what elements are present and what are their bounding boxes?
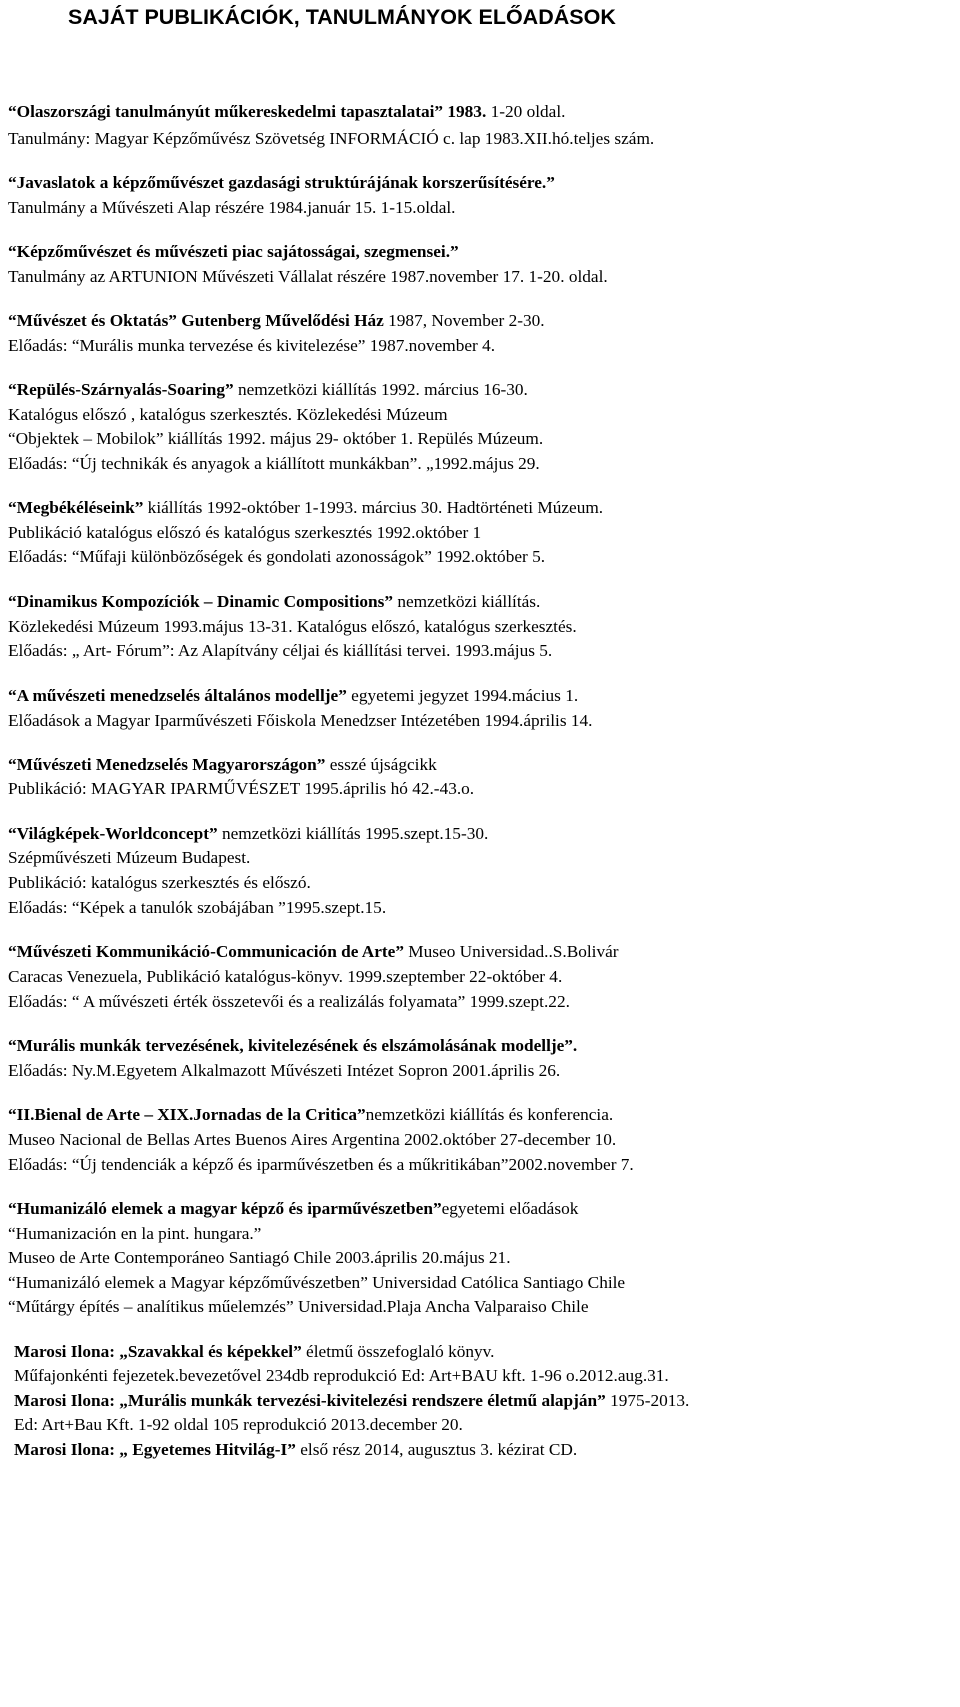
- bold-run: “Művészet és Oktatás” Gutenberg Művelődési Ház: [8, 311, 384, 330]
- text-line: [8, 240, 459, 264]
- text-run: egyetemi jegyzet 1994.mácius 1.: [346, 686, 579, 705]
- bold-run: Marosi Ilona: „Szavakkal és képekkel”: [14, 1342, 302, 1361]
- text-line: [8, 1128, 616, 1152]
- text-run: Közlekedési Múzeum 1993.május 13-31. Katalógus előszó, katalógus szerkesztés.: [8, 617, 577, 636]
- text-line: [14, 1364, 669, 1388]
- text-line: [8, 452, 540, 476]
- bold-run: “II.Bienal de Arte – XIX.Jornadas de la Critica”: [8, 1105, 366, 1124]
- text-line: [8, 940, 619, 964]
- text-line: [8, 171, 555, 195]
- text-line: [8, 1246, 511, 1270]
- text-run: “Humanizáló elemek a Magyar képzőművészetben” Universidad Católica Santiago Chile: [8, 1273, 626, 1292]
- text-run: Előadás: “Műfaji különbözőségek és gondolati azonosságok” 1992.október 5.: [8, 547, 546, 566]
- text-run: Caracas Venezuela, Publikáció katalógus-könyv. 1999.szeptember 22-október 4.: [8, 967, 563, 986]
- text-run: Műfajonkénti fejezetek.bevezetővel 234db reprodukció Ed: Art+BAU kft. 1-96 o.2012.aug.31.: [14, 1366, 669, 1385]
- bold-run: “Művészeti Menedzselés Magyarországon”: [8, 755, 326, 774]
- text-line: [8, 896, 386, 920]
- text-line: [8, 965, 562, 989]
- text-line: [8, 196, 455, 220]
- page-title: SAJÁT PUBLIKÁCIÓK, TANULMÁNYOK ELŐADÁSOK: [68, 5, 616, 29]
- text-run: Tanulmány: Magyar Képzőművész Szövetség INFORMÁCIÓ c. lap 1983.XII.hó.teljes szám.: [8, 129, 655, 148]
- bold-run: “Művészeti Kommunikáció-Communicación de Arte”: [8, 942, 404, 961]
- bold-run: “Repülés-Szárnyalás-Soaring”: [8, 380, 234, 399]
- bold-run: “Dinamikus Kompozíciók – Dinamic Compositions”: [8, 592, 394, 611]
- text-run: Publikáció katalógus előszó és katalógus szerkesztés 1992.október 1: [8, 523, 482, 542]
- text-line: [8, 127, 654, 151]
- text-line: [8, 545, 545, 569]
- text-run: Szépművészeti Múzeum Budapest.: [8, 848, 251, 867]
- text-line: [8, 846, 250, 870]
- text-run: Előadás: “Új technikák és anyagok a kiállított munkákban”. „1992.május 29.: [8, 454, 540, 473]
- text-run: Előadás: “Új tendenciák a képző és iparművészetben és a műkritikában”2002.november 7.: [8, 1155, 634, 1174]
- text-line: [8, 990, 570, 1014]
- text-line: [14, 1340, 495, 1364]
- text-line: [8, 777, 474, 801]
- bold-run: Marosi Ilona: „Murális munkák tervezési-kivitelezési rendszere életmű alapján”: [14, 1391, 606, 1410]
- text-line: [8, 1295, 589, 1319]
- text-run: Előadások a Magyar Iparművészeti Főiskola Menedzser Intézetében 1994.április 14.: [8, 711, 593, 730]
- text-line: [8, 615, 577, 639]
- text-line: [8, 1222, 261, 1246]
- text-run: Museo Nacional de Bellas Artes Buenos Aires Argentina 2002.október 27-december 10.: [8, 1130, 617, 1149]
- bold-run: “Murális munkák tervezésének, kivitelezésének és elszámolásának modellje”.: [8, 1036, 578, 1055]
- text-line: [8, 871, 311, 895]
- bold-run: “A művészeti menedzselés általános modellje”: [8, 686, 347, 705]
- text-run: első rész 2014, augusztus 3. kézirat CD.: [295, 1440, 578, 1459]
- text-run: Előadás: Ny.M.Egyetem Alkalmazott Művészeti Intézet Sopron 2001.április 26.: [8, 1061, 561, 1080]
- text-run: Tanulmány a Művészeti Alap részére 1984.január 15. 1-15.oldal.: [8, 198, 456, 217]
- text-line: [8, 1197, 578, 1221]
- text-run: Publikáció: MAGYAR IPARMŰVÉSZET 1995.április hó 42.-43.o.: [8, 779, 475, 798]
- text-line: [8, 753, 437, 777]
- text-line: [8, 334, 495, 358]
- text-line: [8, 709, 593, 733]
- text-line: [8, 1059, 560, 1083]
- text-run: Museo Universidad..S.Bolivár: [403, 942, 619, 961]
- text-line: [8, 590, 540, 614]
- text-run: Előadás: “Murális munka tervezése és kivitelezése” 1987.november 4.: [8, 336, 496, 355]
- text-run: Publikáció: katalógus szerkesztés és előszó.: [8, 873, 311, 892]
- text-line: [14, 1389, 689, 1413]
- text-line: [8, 496, 603, 520]
- text-run: Ed: Art+Bau Kft. 1-92 oldal 105 reprodukció 2013.december 20.: [14, 1415, 463, 1434]
- text-run: kiállítás 1992-október 1-1993. március 30. Hadtörténeti Múzeum.: [143, 498, 604, 517]
- bold-run: “Olaszországi tanulmányút műkereskedelmi tapasztalatai” 1983.: [8, 102, 487, 121]
- text-line: [8, 1271, 625, 1295]
- text-run: nemzetközi kiállítás 1992. március 16-30.: [233, 380, 528, 399]
- text-run: Előadás: „ Art- Fórum”: Az Alapítvány céljai és kiállítási tervei. 1993.május 5.: [8, 641, 553, 660]
- bold-run: “Humanizáló elemek a magyar képző és iparművészetben”: [8, 1199, 442, 1218]
- text-line: [8, 265, 608, 289]
- text-run: Museo de Arte Contemporáneo Santiagó Chile 2003.április 20.május 21.: [8, 1248, 511, 1267]
- text-line: [8, 100, 565, 124]
- text-run: Előadás: “ A művészeti érték összetevői és a realizálás folyamata” 1999.szept.22.: [8, 992, 570, 1011]
- bold-run: “Megbékéléseink”: [8, 498, 144, 517]
- text-run: esszé újságcikk: [325, 755, 437, 774]
- text-line: [8, 378, 528, 402]
- text-run: 1-20 oldal.: [486, 102, 566, 121]
- text-run: “Humanización en la pint. hungara.”: [8, 1224, 262, 1243]
- text-line: [8, 639, 552, 663]
- text-run: egyetemi előadások: [441, 1199, 579, 1218]
- text-run: nemzetközi kiállítás 1995.szept.15-30.: [217, 824, 489, 843]
- text-line: [8, 403, 448, 427]
- text-line: [8, 822, 488, 846]
- text-line: [8, 1034, 577, 1058]
- bold-run: “Világképek-Worldconcept”: [8, 824, 218, 843]
- text-run: “Műtárgy építés – analítikus műelemzés” Universidad.Plaja Ancha Valparaiso Chile: [8, 1297, 589, 1316]
- text-line: [8, 1153, 634, 1177]
- text-run: 1987, November 2-30.: [383, 311, 545, 330]
- bold-run: Marosi Ilona: „ Egyetemes Hitvilág-I”: [14, 1440, 296, 1459]
- text-run: “Objektek – Mobilok” kiállítás 1992. május 29- október 1. Repülés Múzeum.: [8, 429, 544, 448]
- bold-run: “Javaslatok a képzőművészet gazdasági struktúrájának korszerűsítésére.”: [8, 173, 555, 192]
- text-line: [8, 309, 545, 333]
- text-line: [14, 1438, 577, 1462]
- text-run: 1975-2013.: [605, 1391, 690, 1410]
- text-run: nemzetközi kiállítás és konferencia.: [365, 1105, 614, 1124]
- text-run: nemzetközi kiállítás.: [393, 592, 541, 611]
- text-line: [8, 427, 543, 451]
- text-line: [14, 1413, 463, 1437]
- text-line: [8, 521, 481, 545]
- text-run: Tanulmány az ARTUNION Művészeti Vállalat részére 1987.november 17. 1-20. oldal.: [8, 267, 608, 286]
- text-run: Előadás: “Képek a tanulók szobájában ”1995.szept.15.: [8, 898, 387, 917]
- bold-run: “Képzőművészet és művészeti piac sajátosságai, szegmensei.”: [8, 242, 459, 261]
- text-run: életmű összefoglaló könyv.: [301, 1342, 495, 1361]
- text-line: [8, 684, 578, 708]
- text-line: [8, 1103, 613, 1127]
- text-run: Katalógus előszó , katalógus szerkesztés. Közlekedési Múzeum: [8, 405, 448, 424]
